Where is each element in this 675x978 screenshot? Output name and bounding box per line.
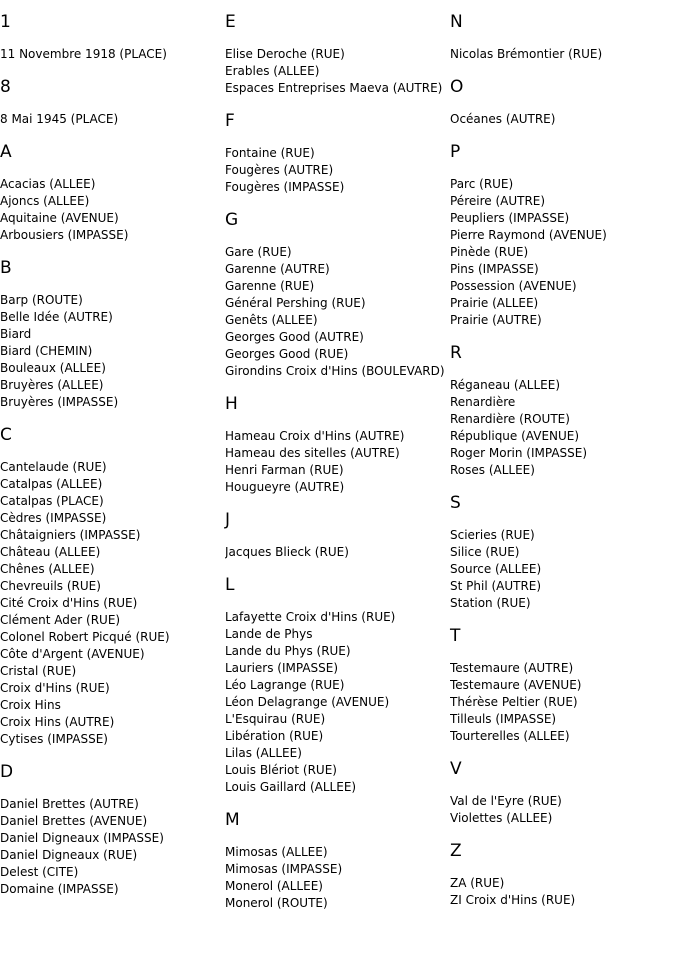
street-link[interactable]: Cité Croix d'Hins (RUE) <box>0 596 138 610</box>
street-link[interactable]: Réganeau (ALLEE) <box>450 378 561 392</box>
street-list <box>450 875 672 909</box>
street-link[interactable]: Georges Good (AUTRE) <box>225 330 364 344</box>
street-link[interactable]: Station (RUE) <box>450 596 531 610</box>
letter-heading: 1 <box>0 12 11 32</box>
street-list <box>450 527 672 612</box>
street-link[interactable]: Bruyères (IMPASSE) <box>0 395 119 409</box>
street-link[interactable]: ZI Croix d'Hins (RUE) <box>450 893 576 907</box>
letter-heading: O <box>450 77 464 97</box>
street-link[interactable]: Lande du Phys (RUE) <box>225 644 351 658</box>
street-link[interactable]: Pinède (RUE) <box>450 245 529 259</box>
street-link[interactable]: Silice (RUE) <box>450 545 520 559</box>
street-link[interactable]: L'Esquirau (RUE) <box>225 712 326 726</box>
street-link[interactable]: Prairie (AUTRE) <box>450 313 542 327</box>
letter-group <box>450 343 672 479</box>
street-link[interactable]: Biard <box>0 327 32 341</box>
street-link[interactable]: Garenne (AUTRE) <box>225 262 330 276</box>
street-link[interactable]: Testemaure (AUTRE) <box>450 661 574 675</box>
street-link[interactable]: Georges Good (RUE) <box>225 347 349 361</box>
letter-group <box>0 762 222 898</box>
letter-heading: G <box>225 210 239 230</box>
letter-heading: J <box>225 510 231 530</box>
letter-heading: V <box>450 759 462 779</box>
letter-group <box>225 510 447 561</box>
street-link[interactable]: Tourterelles (ALLEE) <box>450 729 570 743</box>
letter-heading: S <box>450 493 461 513</box>
street-link[interactable]: Hameau Croix d'Hins (AUTRE) <box>225 429 405 443</box>
street-link[interactable]: Mimosas (IMPASSE) <box>225 862 343 876</box>
street-link[interactable]: Testemaure (AVENUE) <box>450 678 582 692</box>
street-link[interactable]: Léo Lagrange (RUE) <box>225 678 345 692</box>
letter-heading: Z <box>450 841 462 861</box>
letter-heading: R <box>450 343 462 363</box>
letter-group <box>225 12 447 97</box>
street-link[interactable]: Cytises (IMPASSE) <box>0 732 108 746</box>
street-link[interactable]: Delest (CITE) <box>0 865 79 879</box>
letter-group <box>450 493 672 612</box>
letter-heading: L <box>225 575 235 595</box>
street-list <box>0 459 222 748</box>
letter-heading: D <box>0 762 14 782</box>
street-link[interactable]: Daniel Digneaux (RUE) <box>0 848 138 862</box>
street-link[interactable]: Scieries (RUE) <box>450 528 535 542</box>
letter-group <box>0 77 222 128</box>
street-link[interactable]: République (AVENUE) <box>450 429 580 443</box>
letter-group <box>225 394 447 496</box>
letter-group <box>450 12 672 63</box>
letter-heading: H <box>225 394 238 414</box>
street-list <box>225 46 447 97</box>
street-link[interactable]: Châtaigniers (IMPASSE) <box>0 528 141 542</box>
street-link[interactable]: Renardière (ROUTE) <box>450 412 570 426</box>
street-link[interactable]: Fougères (AUTRE) <box>225 163 334 177</box>
index-column-1 <box>0 0 222 912</box>
street-link[interactable]: Jacques Blieck (RUE) <box>225 545 349 559</box>
street-link[interactable]: Pierre Raymond (AVENUE) <box>450 228 607 242</box>
street-link[interactable]: Château (ALLEE) <box>0 545 101 559</box>
street-link[interactable]: Garenne (RUE) <box>225 279 315 293</box>
street-link[interactable]: Prairie (ALLEE) <box>450 296 539 310</box>
street-link[interactable]: Léon Delagrange (AVENUE) <box>225 695 390 709</box>
street-link[interactable]: Hougueyre (AUTRE) <box>225 480 345 494</box>
letter-heading: M <box>225 810 240 830</box>
street-link[interactable]: Daniel Brettes (AVENUE) <box>0 814 148 828</box>
street-link[interactable]: Mimosas (ALLEE) <box>225 845 328 859</box>
letter-group <box>0 142 222 244</box>
street-link[interactable]: 11 Novembre 1918 (PLACE) <box>0 47 167 61</box>
street-link[interactable]: Cèdres (IMPASSE) <box>0 511 107 525</box>
street-link[interactable]: Roses (ALLEE) <box>450 463 535 477</box>
street-link[interactable]: Hameau des sitelles (AUTRE) <box>225 446 400 460</box>
street-link[interactable]: Fontaine (RUE) <box>225 146 315 160</box>
letter-group <box>450 841 672 909</box>
street-link[interactable]: Acacias (ALLEE) <box>0 177 96 191</box>
street-link[interactable]: Espaces Entreprises Maeva (AUTRE) <box>225 81 443 95</box>
street-link[interactable]: Violettes (ALLEE) <box>450 811 553 825</box>
street-link[interactable]: Clément Ader (RUE) <box>0 613 121 627</box>
street-link[interactable]: Bouleaux (ALLEE) <box>0 361 106 375</box>
street-link[interactable]: Roger Morin (IMPASSE) <box>450 446 588 460</box>
letter-heading: P <box>450 142 461 162</box>
letter-heading: T <box>450 626 461 646</box>
street-list <box>450 46 672 63</box>
street-link[interactable]: Côte d'Argent (AVENUE) <box>0 647 145 661</box>
street-link[interactable]: Nicolas Brémontier (RUE) <box>450 47 603 61</box>
letter-group <box>0 12 222 63</box>
street-link[interactable]: Louis Blériot (RUE) <box>225 763 337 777</box>
street-list <box>0 111 222 128</box>
street-link[interactable]: Tilleuls (IMPASSE) <box>450 712 557 726</box>
street-list <box>0 46 222 63</box>
street-link[interactable]: Parc (RUE) <box>450 177 514 191</box>
letter-group <box>450 142 672 329</box>
street-link[interactable]: Erables (ALLEE) <box>225 64 320 78</box>
street-link[interactable]: Genêts (ALLEE) <box>225 313 318 327</box>
letter-group <box>0 425 222 748</box>
street-list <box>225 428 447 496</box>
street-link[interactable]: Belle Idée (AUTRE) <box>0 310 113 324</box>
letter-heading: B <box>0 258 12 278</box>
street-list <box>0 176 222 244</box>
index-column-3 <box>450 0 672 923</box>
street-link[interactable]: Ajoncs (ALLEE) <box>0 194 90 208</box>
letter-heading: E <box>225 12 236 32</box>
street-link[interactable]: Gare (RUE) <box>225 245 292 259</box>
street-list <box>225 609 447 796</box>
street-link[interactable]: Barp (ROUTE) <box>0 293 83 307</box>
street-list <box>225 844 447 912</box>
street-link[interactable]: Cantelaude (RUE) <box>0 460 107 474</box>
letter-group <box>225 810 447 912</box>
street-link[interactable]: Girondins Croix d'Hins (BOULEVARD) <box>225 364 445 378</box>
street-link[interactable]: Croix d'Hins (RUE) <box>0 681 110 695</box>
street-link[interactable]: Chevreuils (RUE) <box>0 579 101 593</box>
street-list <box>0 292 222 411</box>
street-link[interactable]: Général Pershing (RUE) <box>225 296 366 310</box>
street-link[interactable]: Possession (AVENUE) <box>450 279 577 293</box>
letter-group <box>225 575 447 796</box>
street-link[interactable]: Monerol (ROUTE) <box>225 896 328 910</box>
street-link[interactable]: Cristal (RUE) <box>0 664 77 678</box>
street-link[interactable]: Lande de Phys <box>225 627 313 641</box>
letter-heading: C <box>0 425 12 445</box>
street-list <box>450 176 672 329</box>
street-link[interactable]: Thérèse Peltier (RUE) <box>450 695 578 709</box>
street-list <box>450 793 672 827</box>
street-link[interactable]: Pins (IMPASSE) <box>450 262 539 276</box>
street-link[interactable]: Péreire (AUTRE) <box>450 194 546 208</box>
street-link[interactable]: Bruyères (ALLEE) <box>0 378 104 392</box>
street-link[interactable]: Aquitaine (AVENUE) <box>0 211 119 225</box>
street-link[interactable]: Elise Deroche (RUE) <box>225 47 345 61</box>
street-link[interactable]: Monerol (ALLEE) <box>225 879 323 893</box>
letter-heading: F <box>225 111 235 131</box>
street-list <box>0 796 222 898</box>
street-link[interactable]: Croix Hins <box>0 698 61 712</box>
street-link[interactable]: 8 Mai 1945 (PLACE) <box>0 112 119 126</box>
street-list <box>450 660 672 745</box>
street-link[interactable]: Colonel Robert Picqué (RUE) <box>0 630 170 644</box>
street-link[interactable]: Biard (CHEMIN) <box>0 344 93 358</box>
street-link[interactable]: St Phil (AUTRE) <box>450 579 542 593</box>
letter-group <box>225 111 447 196</box>
street-list <box>450 111 672 128</box>
letter-group <box>450 626 672 745</box>
letter-heading: 8 <box>0 77 11 97</box>
street-link[interactable]: Croix Hins (AUTRE) <box>0 715 115 729</box>
street-list <box>450 377 672 479</box>
street-link[interactable]: Daniel Brettes (AUTRE) <box>0 797 139 811</box>
street-link[interactable]: Val de l'Eyre (RUE) <box>450 794 562 808</box>
street-link[interactable]: Source (ALLEE) <box>450 562 542 576</box>
street-link[interactable]: Daniel Digneaux (IMPASSE) <box>0 831 164 845</box>
letter-heading: N <box>450 12 463 32</box>
letter-group <box>450 77 672 128</box>
letter-group <box>0 258 222 411</box>
street-link[interactable]: Catalpas (ALLEE) <box>0 477 103 491</box>
street-link[interactable]: Henri Farman (RUE) <box>225 463 344 477</box>
street-list <box>225 244 447 380</box>
letter-heading: A <box>0 142 12 162</box>
street-link[interactable]: Fougères (IMPASSE) <box>225 180 345 194</box>
street-link[interactable]: Domaine (IMPASSE) <box>0 882 119 896</box>
street-link[interactable]: Lafayette Croix d'Hins (RUE) <box>225 610 396 624</box>
street-list <box>225 544 447 561</box>
street-list <box>225 145 447 196</box>
street-link[interactable]: Océanes (AUTRE) <box>450 112 556 126</box>
street-link[interactable]: Arbousiers (IMPASSE) <box>0 228 129 242</box>
street-link[interactable]: Chênes (ALLEE) <box>0 562 95 576</box>
letter-group <box>225 210 447 380</box>
street-link[interactable]: Libération (RUE) <box>225 729 324 743</box>
street-link[interactable]: Catalpas (PLACE) <box>0 494 104 508</box>
street-link[interactable]: Lauriers (IMPASSE) <box>225 661 339 675</box>
street-link[interactable]: Peupliers (IMPASSE) <box>450 211 570 225</box>
street-link[interactable]: Lilas (ALLEE) <box>225 746 302 760</box>
index-column-2 <box>225 0 447 926</box>
street-link[interactable]: Louis Gaillard (ALLEE) <box>225 780 357 794</box>
letter-group <box>450 759 672 827</box>
street-link[interactable]: ZA (RUE) <box>450 876 505 890</box>
street-link[interactable]: Renardière <box>450 395 516 409</box>
